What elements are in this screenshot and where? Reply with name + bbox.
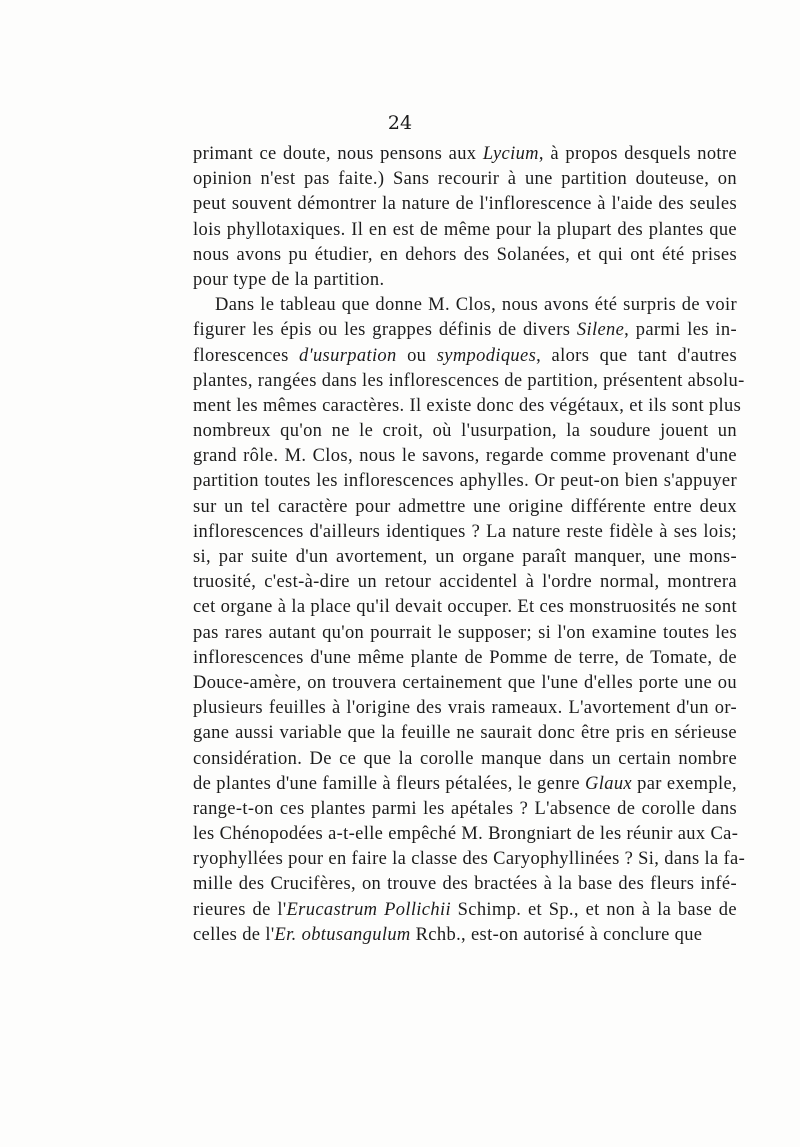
text-line: [193, 520, 737, 545]
text-segment: sur un tel caractère pour admettre une origine différente entre deux: [193, 496, 737, 517]
text-segment: inflorescences d'une même plante de Pomme de terre, de Tomate, de: [193, 647, 737, 668]
body-text: [193, 142, 746, 948]
text-segment: plantes, rangées dans les inflorescences de partition, présentent absolu-: [193, 370, 745, 391]
text-segment: Douce-amère, on trouvera certainement que l'une d'elles porte une ou: [193, 672, 737, 693]
text-segment: Rchb., est-on autorisé à conclure que: [410, 924, 703, 945]
text-line: [193, 495, 737, 520]
text-segment: , alors que tant d'autres: [536, 345, 737, 366]
text-line: [193, 847, 746, 872]
text-line: [193, 167, 737, 192]
text-segment: pour type de la partition.: [193, 269, 385, 290]
text-segment: range-t-on ces plantes parmi les apétales ? L'absence de corolle dans: [193, 798, 737, 819]
text-segment: nombreux qu'on ne le croit, où l'usurpation, la soudure jouent un: [193, 421, 737, 442]
text-line: [193, 444, 737, 469]
text-line: [193, 696, 737, 721]
italic-term: Lycium: [482, 144, 539, 164]
text-segment: celles de l': [193, 924, 275, 945]
text-segment: partition toutes les inflorescences aphylles. Or peut-on bien s'appuyer: [193, 471, 737, 492]
text-segment: inflorescences d'ailleurs identiques ? La nature reste fidèle à ses lois;: [193, 521, 737, 542]
text-line: [193, 747, 737, 772]
text-line: [193, 318, 737, 343]
text-line: [193, 721, 737, 746]
text-segment: primant ce doute, nous pensons aux: [193, 144, 483, 164]
italic-term: d'usurpation: [299, 345, 397, 366]
text-segment: cet organe à la place qu'il devait occuper. Et ces monstruosités ne sont: [193, 597, 737, 618]
text-segment: Schimp. et Sp., et non à la base de: [450, 899, 737, 920]
text-segment: figurer les épis ou les grappes définis de divers: [193, 320, 577, 341]
text-line: [193, 595, 737, 620]
text-line: [193, 898, 737, 923]
italic-term: Er. obtusangulum: [274, 924, 411, 945]
text-segment: considération. De ce que la corolle manque dans un certain nombre: [193, 748, 737, 769]
text-line: [193, 369, 745, 394]
text-line: [193, 671, 737, 696]
text-segment: mille des Crucifères, on trouve des bractées à la base des fleurs infé-: [193, 874, 737, 895]
text-line: [193, 192, 737, 217]
text-segment: rieures de l': [193, 899, 287, 920]
text-segment: lois phyllotaxiques. Il en est de même pour la plupart des plantes que: [193, 219, 737, 240]
text-segment: ment les mêmes caractères. Il existe donc des végétaux, et ils sont plus: [193, 395, 742, 416]
text-line: [193, 545, 737, 570]
text-line: [193, 646, 737, 671]
text-segment: ryophyllées pour en faire la classe des Caryophyllinées ? Si, dans la fa-: [193, 849, 746, 870]
text-segment: , parmi les in-: [624, 320, 737, 341]
italic-term: Silene: [576, 320, 625, 341]
text-segment: si, par suite d'un avortement, un organe paraît manquer, une mons-: [193, 547, 737, 567]
text-line: [193, 772, 737, 797]
text-segment: Dans le tableau que donne M. Clos, nous avons été surpris de voir: [215, 295, 737, 316]
text-segment: par exemple,: [631, 773, 737, 794]
text-line: [193, 394, 742, 419]
text-segment: nous avons pu étudier, en dehors des Solanées, et qui ont été prises: [193, 244, 737, 265]
text-line: [193, 872, 737, 897]
text-segment: grand rôle. M. Clos, nous le savons, regarde comme provenant d'une: [193, 446, 737, 467]
text-line: [193, 621, 737, 646]
text-segment: gane aussi variable que la feuille ne saurait donc être pris en sérieuse: [193, 723, 737, 744]
text-line: [193, 923, 737, 948]
page-number: 24: [387, 112, 413, 134]
text-segment: les Chénopodées a-t-elle empêché M. Brongniart de les réunir aux Ca-: [193, 824, 739, 845]
italic-term: Glaux: [585, 773, 632, 794]
text-line: [193, 344, 737, 369]
text-line: [193, 797, 737, 822]
text-segment: plusieurs feuilles à l'origine des vrais rameaux. L'avortement d'un or-: [193, 698, 737, 719]
text-segment: pas rares autant qu'on pourrait le supposer; si l'on examine toutes les: [193, 622, 737, 643]
text-segment: ou: [396, 345, 437, 366]
text-line: [193, 243, 737, 268]
italic-term: Erucastrum Pollichii: [286, 899, 451, 920]
text-line: [193, 419, 737, 444]
text-segment: opinion n'est pas faite.) Sans recourir à une partition douteuse, on: [193, 169, 737, 190]
text-line: [193, 822, 737, 847]
text-line: [193, 142, 737, 167]
text-segment: florescences: [193, 345, 300, 366]
text-segment: peut souvent démontrer la nature de l'inflorescence à l'aide des seules: [193, 194, 737, 215]
text-line: [193, 570, 737, 595]
text-line: [193, 218, 737, 243]
text-line: [193, 293, 737, 318]
text-segment: , à propos desquels notre: [538, 144, 737, 164]
text-line: [193, 469, 737, 494]
text-line: [193, 268, 737, 293]
text-segment: de plantes d'une famille à fleurs pétalées, le genre: [193, 773, 586, 794]
italic-term: sympodiques: [436, 345, 537, 366]
text-segment: truosité, c'est-à-dire un retour accidentel à l'ordre normal, montrera: [193, 572, 737, 593]
